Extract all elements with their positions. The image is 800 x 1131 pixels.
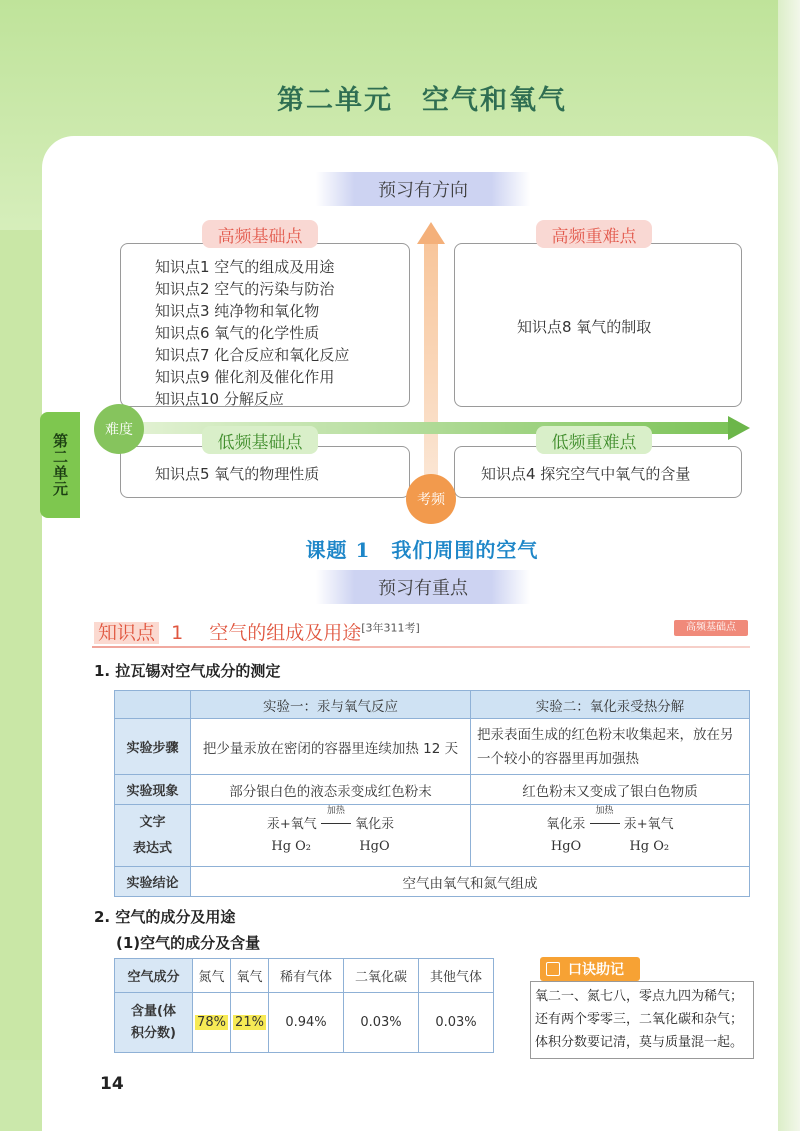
knowledge-point-header — [94, 618, 420, 645]
frequency-axis-arrow-icon — [417, 222, 445, 244]
table-cell: 氧气 — [231, 959, 269, 993]
list-item: 知识点5 氧气的物理性质 — [155, 465, 320, 483]
reaction-condition: 加热 — [595, 805, 614, 816]
table-cell-equation — [191, 805, 471, 867]
word-equation — [471, 805, 749, 836]
section2-heading: 2. 空气的成分及用途 — [94, 908, 236, 926]
table-cell: 其他气体 — [419, 959, 494, 993]
focus-banner-text: 预习有重点 — [378, 578, 468, 599]
list-item: 知识点2 空气的污染与防治 — [155, 280, 335, 298]
mnemonic-line: 氧二一、氮七八，零点九四为稀气； — [535, 989, 744, 1004]
unit-title: 第二单元 空气和氧气 — [277, 85, 567, 116]
table-cell: 把少量汞放在密闭的容器里连续加热 12 天 — [191, 719, 471, 775]
formula-right: HgO — [359, 838, 390, 854]
list-item: 知识点6 氧气的化学性质 — [155, 324, 320, 342]
table-cell: 空气由氧气和氮气组成 — [191, 867, 750, 897]
column-header: 实验二：氧化汞受热分解 — [471, 691, 750, 719]
row-header-line: 含量(体 — [131, 1003, 176, 1019]
chemical-formula — [471, 836, 749, 858]
high-basic-label: 高频基础点 — [202, 220, 318, 248]
page-number: 14 — [100, 1074, 124, 1094]
difficulty-axis-label: 难度 — [94, 404, 144, 454]
row-header — [115, 805, 191, 867]
kp-title: 空气的组成及用途 — [209, 622, 362, 644]
low-basic-label: 低频基础点 — [202, 426, 318, 454]
table-cell — [231, 993, 269, 1053]
mnemonic-box — [530, 981, 754, 1059]
reaction-condition: 加热 — [326, 805, 345, 816]
table-cell: 部分银白色的液态汞变成红色粉末 — [191, 775, 471, 805]
list-item: 知识点7 化合反应和氧化反应 — [155, 346, 350, 364]
mnemonic-label — [540, 957, 640, 981]
side-tab-unit[interactable] — [40, 412, 80, 518]
mnemonic-label-text: 口诀助记 — [568, 962, 624, 978]
row-header: 实验结论 — [115, 867, 191, 897]
row-header: 实验步骤 — [115, 719, 191, 775]
row-header-line: 表达式 — [132, 840, 172, 856]
low-difficult-label: 低频重难点 — [536, 426, 652, 454]
pencil-note-icon — [546, 962, 560, 976]
air-composition-table — [114, 958, 494, 1053]
table-cell — [193, 993, 231, 1053]
kp-number: 1 — [171, 622, 184, 644]
quadrant-high-basic — [120, 243, 410, 407]
table-corner — [115, 691, 191, 719]
table-cell: 二氧化碳 — [344, 959, 419, 993]
reaction-arrow-icon — [321, 805, 351, 836]
formula-left: Hg O₂ — [271, 838, 312, 854]
highlighted-value: 21% — [235, 1015, 264, 1030]
kp-divider — [92, 646, 750, 648]
quadrant-high-difficult — [454, 243, 742, 407]
highlighted-value: 78% — [197, 1015, 226, 1030]
lesson-title: 课题 1 我们周围的空气 — [305, 538, 539, 562]
table-cell: 0.03% — [419, 993, 494, 1053]
page-edge — [778, 0, 800, 1131]
table-cell: 把汞表面生成的红色粉末收集起来，放在另一个较小的容器里再加强热 — [471, 719, 750, 775]
frequency-axis-label: 考频 — [406, 474, 456, 524]
table-cell: 0.94% — [269, 993, 344, 1053]
kp-exam-count: [3年311考] — [361, 621, 420, 635]
reaction-arrow-icon — [590, 805, 620, 836]
section1-heading: 1. 拉瓦锡对空气成分的测定 — [94, 662, 281, 680]
column-header: 实验一：汞与氧气反应 — [191, 691, 471, 719]
experiment-table — [114, 690, 750, 897]
table-cell-equation — [471, 805, 750, 867]
table-cell: 红色粉末又变成了银白色物质 — [471, 775, 750, 805]
focus-banner — [316, 570, 530, 604]
list-item: 知识点8 氧气的制取 — [517, 318, 652, 336]
table-cell: 0.03% — [344, 993, 419, 1053]
list-item: 知识点10 分解反应 — [155, 390, 284, 408]
frequency-axis — [424, 240, 438, 490]
word-equation — [191, 805, 470, 836]
list-item: 知识点1 空气的组成及用途 — [155, 258, 335, 276]
reactants: 汞+氧气 — [266, 816, 317, 832]
section2-subheading: (1)空气的成分及含量 — [116, 934, 261, 952]
list-item: 知识点3 纯净物和氧化物 — [155, 302, 320, 320]
row-header — [115, 993, 193, 1053]
formula-right: Hg O₂ — [629, 838, 670, 854]
difficulty-axis-arrow-icon — [728, 416, 750, 440]
kp-prefix: 知识点 — [94, 622, 159, 644]
row-header-line: 积分数) — [131, 1025, 176, 1041]
products: 汞+氧气 — [623, 816, 674, 832]
reactants: 氧化汞 — [546, 816, 586, 832]
preview-banner — [316, 172, 530, 206]
row-header: 实验现象 — [115, 775, 191, 805]
high-difficult-label: 高频重难点 — [536, 220, 652, 248]
row-header: 空气成分 — [115, 959, 193, 993]
formula-left: HgO — [550, 838, 582, 854]
side-tab-label: 第二单元 — [51, 433, 69, 497]
preview-banner-text: 预习有方向 — [378, 180, 468, 201]
high-basic-list — [155, 256, 349, 410]
list-item: 知识点9 催化剂及催化作用 — [155, 368, 335, 386]
chemical-formula — [191, 836, 470, 858]
table-cell: 氮气 — [193, 959, 231, 993]
kp-frequency-badge: 高频基础点 — [674, 620, 748, 636]
row-header-line: 文字 — [139, 814, 166, 830]
mnemonic-line: 还有两个零零三，二氧化碳和杂气； — [535, 1012, 744, 1027]
table-cell: 稀有气体 — [269, 959, 344, 993]
products: 氧化汞 — [355, 816, 395, 832]
mnemonic-line: 体积分数要记清，莫与质量混一起。 — [535, 1035, 744, 1050]
list-item: 知识点4 探究空气中氧气的含量 — [481, 465, 691, 483]
